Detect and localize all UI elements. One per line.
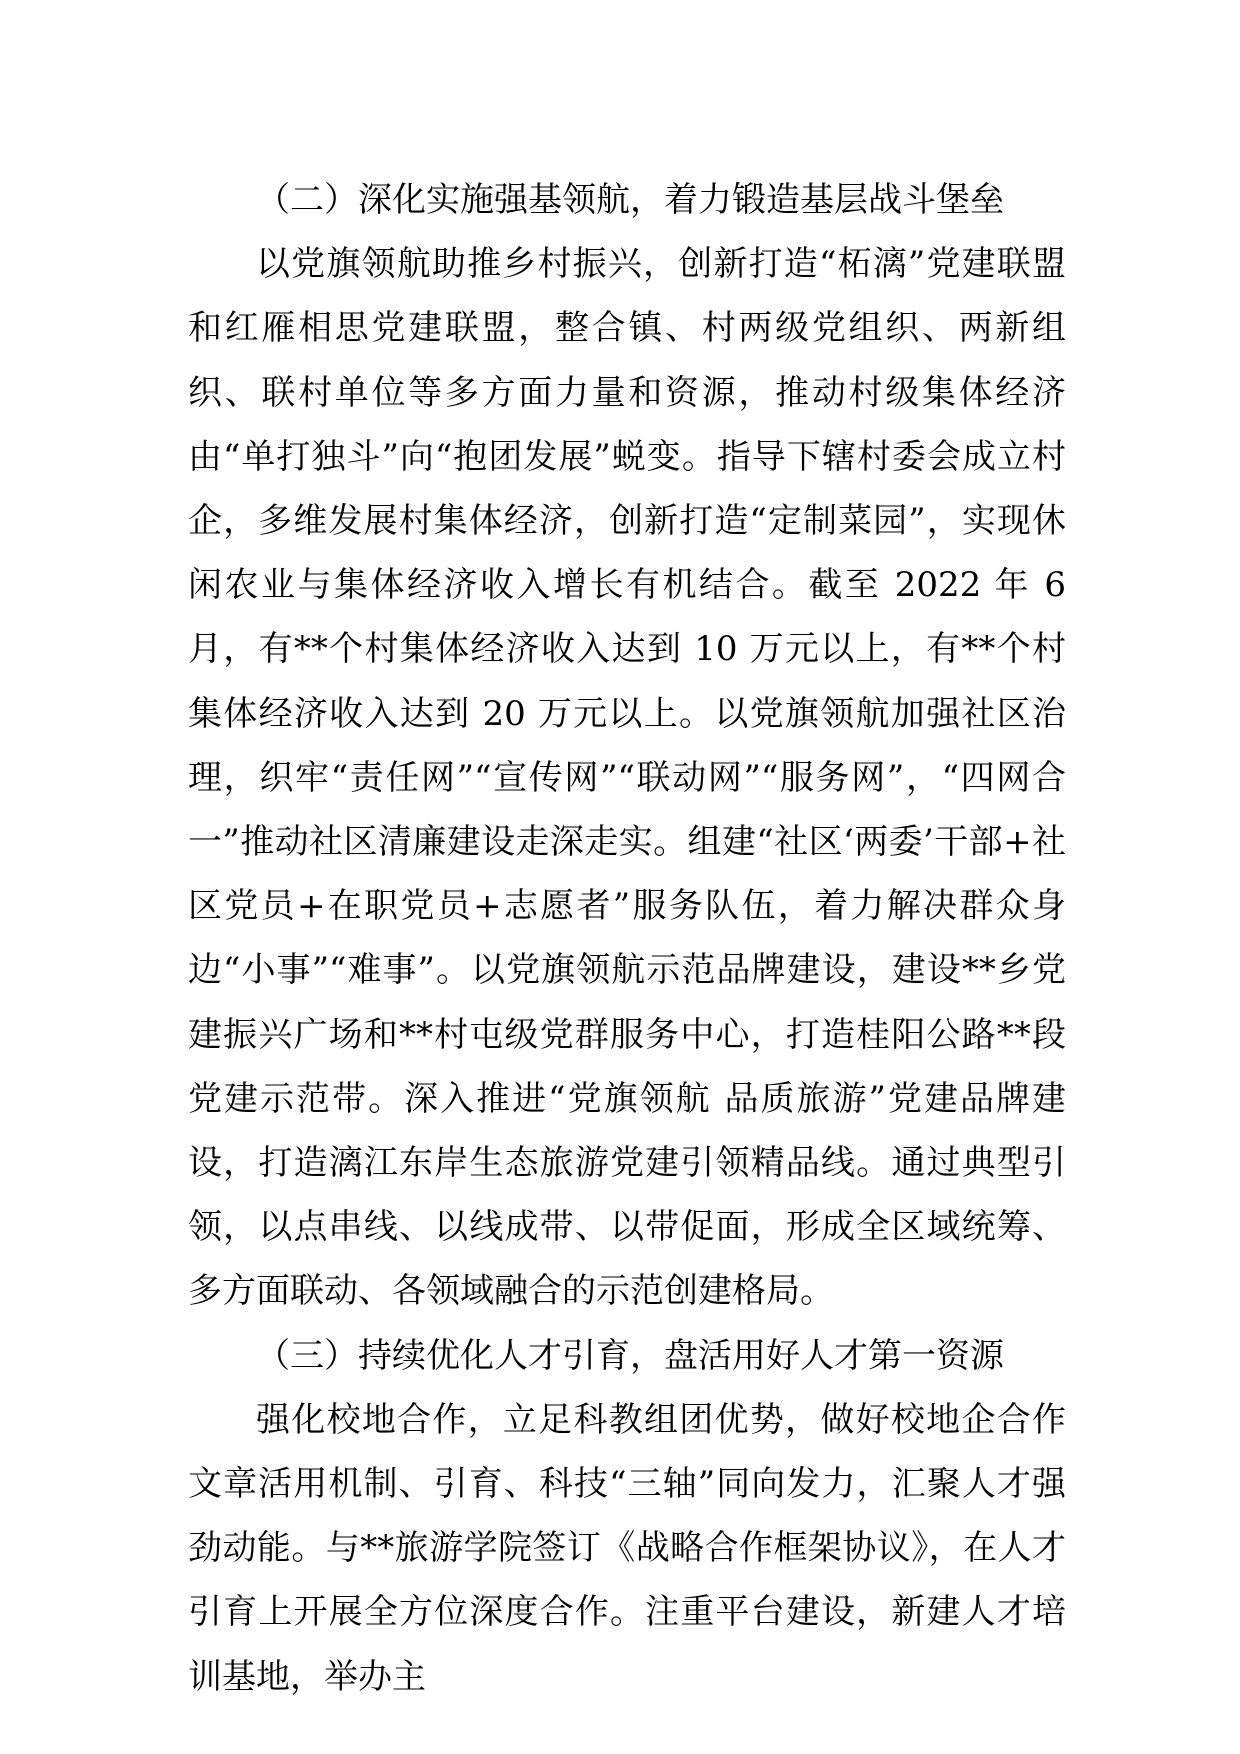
section-three-heading: （三）持续优化人才引育，盘活用好人才第一资源 [256,1335,1004,1376]
section-two-heading: （二）深化实施强基领航，着力锻造基层战斗堡垒 [256,180,1004,220]
section-three-paragraph: 强化校地合作，立足科教组团优势，做好校地企合作文章活用机制、引育、科技“三轴”同向发力，汇聚人才强劲动能。与**旅游学院签订《战略合作框架协议》，在人才引育上开展全方位深度合作。注重平台建设，新建人才培训基地，举办主 [188,1399,1066,1697]
document-body [188,168,1066,1709]
section-two-paragraph: 以党旗领航助推乡村振兴，创新打造“柘漓”党建联盟和红雁相思党建联盟，整合镇、村两级党组织、两新组织、联村单位等多方面力量和资源，推动村级集体经济由“单打独斗”向“抱团发展”蜕变。指导下辖村委会成立村企，多维发展村集体经济，创新打造“定制菜园”，实现休闲农业与集体经济收入增长有机结合。截至 2022 年 6 月，有**个村集体经济收入达到 10 万元以上，有**个村集体经济收入达到 20 万元以上。以党旗领航加强社区治理，织牢“责任网”“宣传网”“联动网”“服务网”，“四网合一”推动社区清廉建设走深走实。组建“社区‘两委’干部+社区党员+在职党员+志愿者”服务队伍，着力解决群众身边“小事”“难事”。以党旗领航示范品牌建设，建设**乡党建振兴广场和**村屯级党群服务中心，打造桂阳公路**段党建示范带。深入推进“党旗领航 品质旅游”党建品牌建设，打造漓江东岸生态旅游党建引领精品线。通过典型引领，以点串线、以线成带、以带促面，形成全区域统筹、多方面联动、各领域融合的示范创建格局。 [188,244,1066,1312]
